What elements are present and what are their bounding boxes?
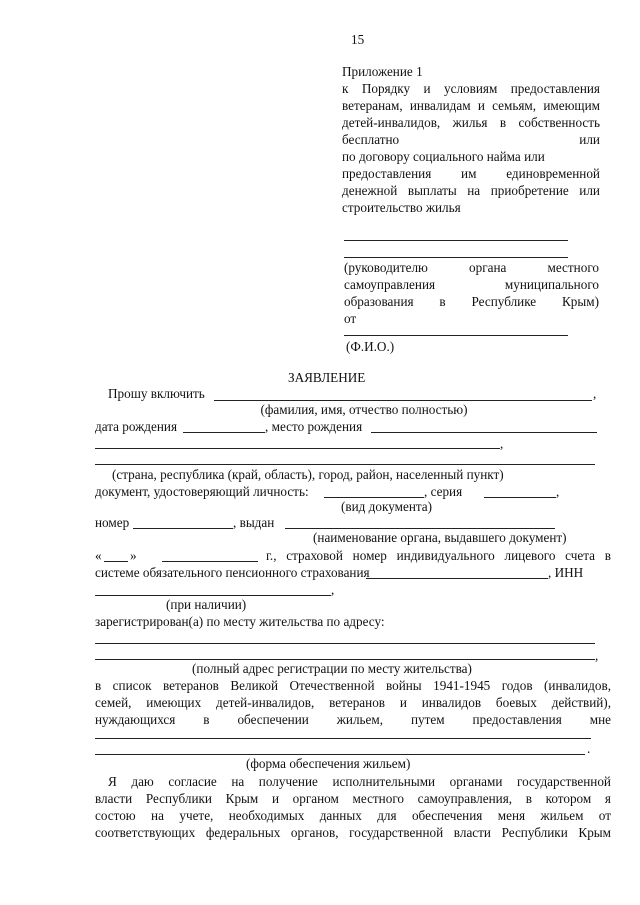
page-number: 15 <box>351 32 365 47</box>
veterans-line: в список ветеранов Великой Отечественной войны 1941-1945 годов (инвалидов, <box>95 678 611 693</box>
veterans-line: нуждающихся в обеспечении жильем, путем предоставления мне <box>95 712 611 727</box>
issuer-hint: (наименование органа, выдавшего документ) <box>313 530 567 545</box>
appendix-line: денежной выплаты на приобретение или <box>342 183 600 198</box>
addressee-line: образования в Республике Крым) <box>344 294 599 309</box>
inn-field[interactable] <box>95 595 331 596</box>
snils-field[interactable] <box>366 578 548 579</box>
number-field[interactable] <box>133 528 233 529</box>
period: . <box>587 741 591 756</box>
appendix-title: Приложение 1 <box>342 64 423 79</box>
fio-full-hint: (фамилия, имя, отчество полностью) <box>260 402 468 417</box>
housing-form-hint: (форма обеспечения жильем) <box>246 756 411 771</box>
fio-hint: (Ф.И.О.) <box>346 339 395 354</box>
addressee-fio-line[interactable] <box>344 335 568 336</box>
issue-day-field[interactable] <box>104 561 128 562</box>
year-label: г., страховой номер индивидуального лицевого счета в <box>266 548 611 563</box>
appendix-line: детей-инвалидов, жилья в собственность <box>342 115 600 130</box>
quote-close: » <box>130 548 137 563</box>
appendix-line: предоставления им единовременной <box>342 166 600 181</box>
quote-open: « <box>95 548 102 563</box>
appendix-line: ветеранам, инвалидам и семьям, имеющим <box>342 98 600 113</box>
birth-date-label: дата рождения <box>95 419 178 434</box>
housing-form-field-2[interactable] <box>95 754 585 755</box>
registered-label: зарегистрирован(а) по месту жительства по адресу: <box>95 614 385 629</box>
addressee-from-label: от <box>344 311 357 326</box>
series-field[interactable] <box>484 497 556 498</box>
comma: , <box>331 582 335 597</box>
birth-place-label: , место рождения <box>265 419 363 434</box>
form-title: ЗАЯВЛЕНИЕ <box>288 370 366 385</box>
series-label: , серия <box>424 484 463 499</box>
fio-full-field[interactable] <box>214 400 592 401</box>
comma: , <box>595 648 599 663</box>
appendix-line: по договору социального найма или <box>342 149 545 164</box>
doc-type-hint: (вид документа) <box>341 499 433 514</box>
comma: , <box>556 484 560 499</box>
document-type-field[interactable] <box>324 497 424 498</box>
comma: , <box>593 386 597 401</box>
addressee-blank-line[interactable] <box>344 240 568 241</box>
appendix-line: к Порядку и условиям предоставления <box>342 81 600 96</box>
location-hint: (страна, республика (край, область), город, район, населенный пункт) <box>112 467 504 482</box>
appendix-line: бесплатно или <box>342 132 600 147</box>
birth-place-field-3[interactable] <box>95 464 595 465</box>
birth-date-field[interactable] <box>183 432 265 433</box>
document-label: документ, удостоверяющий личность: <box>95 484 309 499</box>
consent-line: соответствующих федеральных органов, государственной власти Республики Крым <box>95 825 611 840</box>
pension-label: системе обязательного пенсионного страхования <box>95 565 370 580</box>
inn-label: , ИНН <box>548 565 584 580</box>
appendix-line: строительство жилья <box>342 200 461 215</box>
veterans-line: семей, имеющих детей-инвалидов, ветеранов и инвалидов боевых действий), <box>95 695 611 710</box>
addressee-line: самоуправления муниципального <box>344 277 599 292</box>
consent-line: состою на учете, необходимых данных для обеспечения меня жильем от <box>95 808 611 823</box>
addressee-blank-line[interactable] <box>344 257 568 258</box>
issuer-field[interactable] <box>285 528 555 529</box>
housing-form-field-1[interactable] <box>95 738 591 739</box>
ask-label: Прошу включить <box>108 386 205 401</box>
birth-place-field[interactable] <box>371 432 597 433</box>
comma: , <box>500 436 504 451</box>
addressee-line: (руководителю органа местного <box>344 260 599 275</box>
number-label: номер <box>95 515 130 530</box>
birth-place-field-2[interactable] <box>95 448 500 449</box>
address-field-2[interactable] <box>95 659 595 660</box>
address-hint: (полный адрес регистрации по месту жительства) <box>192 661 472 676</box>
if-any-hint: (при наличии) <box>166 597 247 612</box>
address-field-1[interactable] <box>95 643 595 644</box>
issue-month-field[interactable] <box>162 561 258 562</box>
issued-label: , выдан <box>233 515 275 530</box>
consent-line: власти Республики Крым и органом местного самоуправления, в котором я <box>95 791 611 806</box>
consent-line: Я даю согласие на получение исполнительными органами государственной <box>108 774 611 789</box>
